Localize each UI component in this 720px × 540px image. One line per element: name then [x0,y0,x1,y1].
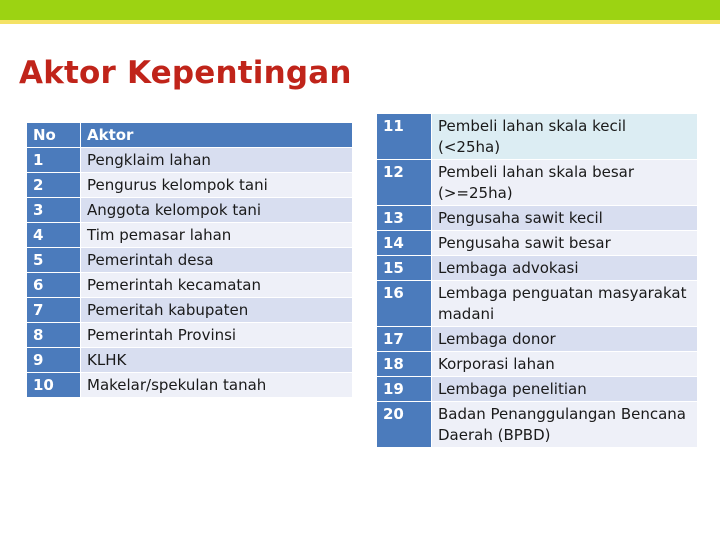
row-number: 14 [377,231,432,256]
table-row [27,373,353,398]
table-row [377,377,698,402]
row-number: 17 [377,327,432,352]
row-number: 4 [27,223,81,248]
top-yellow-accent-bar [0,20,720,24]
table-row [377,402,698,448]
table-row [27,298,353,323]
row-actor-name: Pembeli lahan skala besar (>=25ha) [432,160,698,206]
row-number: 18 [377,352,432,377]
row-actor-name: Pengusaha sawit besar [432,231,698,256]
row-actor-name: Pengurus kelompok tani [81,173,353,198]
table-row [27,173,353,198]
table-row [377,281,698,327]
row-actor-name: KLHK [81,348,353,373]
row-number: 1 [27,148,81,173]
table-row [27,273,353,298]
row-number: 3 [27,198,81,223]
row-number: 16 [377,281,432,327]
row-actor-name: Pengklaim lahan [81,148,353,173]
table-header-row [27,123,353,148]
row-number: 2 [27,173,81,198]
table-row [377,352,698,377]
row-actor-name: Korporasi lahan [432,352,698,377]
row-actor-name: Lembaga penguatan masyarakat madani [432,281,698,327]
table-row [377,160,698,206]
row-number: 5 [27,248,81,273]
page-title: Aktor Kepentingan [19,55,352,91]
row-actor-name: Tim pemasar lahan [81,223,353,248]
table-row [27,223,353,248]
row-number: 8 [27,323,81,348]
row-number: 6 [27,273,81,298]
row-actor-name: Pemerintah Provinsi [81,323,353,348]
row-number: 13 [377,206,432,231]
table-row [377,256,698,281]
row-actor-name: Pemerintah desa [81,248,353,273]
header-no: No [27,123,81,148]
header-aktor: Aktor [81,123,353,148]
table-row [377,327,698,352]
table-row [377,206,698,231]
row-number: 9 [27,348,81,373]
row-actor-name: Lembaga penelitian [432,377,698,402]
row-actor-name: Anggota kelompok tani [81,198,353,223]
row-actor-name: Pemeritah kabupaten [81,298,353,323]
table-row [27,248,353,273]
table-row [27,323,353,348]
table-row [377,114,698,160]
row-number: 15 [377,256,432,281]
row-actor-name: Makelar/spekulan tanah [81,373,353,398]
table-row [27,348,353,373]
actors-table-right [376,113,698,448]
row-number: 10 [27,373,81,398]
table-row [27,148,353,173]
actors-table-left [26,122,353,398]
top-green-bar [0,0,720,20]
row-actor-name: Pemerintah kecamatan [81,273,353,298]
row-actor-name: Lembaga advokasi [432,256,698,281]
row-actor-name: Pembeli lahan skala kecil (<25ha) [432,114,698,160]
row-actor-name: Pengusaha sawit kecil [432,206,698,231]
table-row [27,198,353,223]
row-number: 12 [377,160,432,206]
row-number: 19 [377,377,432,402]
row-actor-name: Lembaga donor [432,327,698,352]
row-number: 20 [377,402,432,448]
row-number: 11 [377,114,432,160]
row-number: 7 [27,298,81,323]
row-actor-name: Badan Penanggulangan Bencana Daerah (BPBD) [432,402,698,448]
table-row [377,231,698,256]
